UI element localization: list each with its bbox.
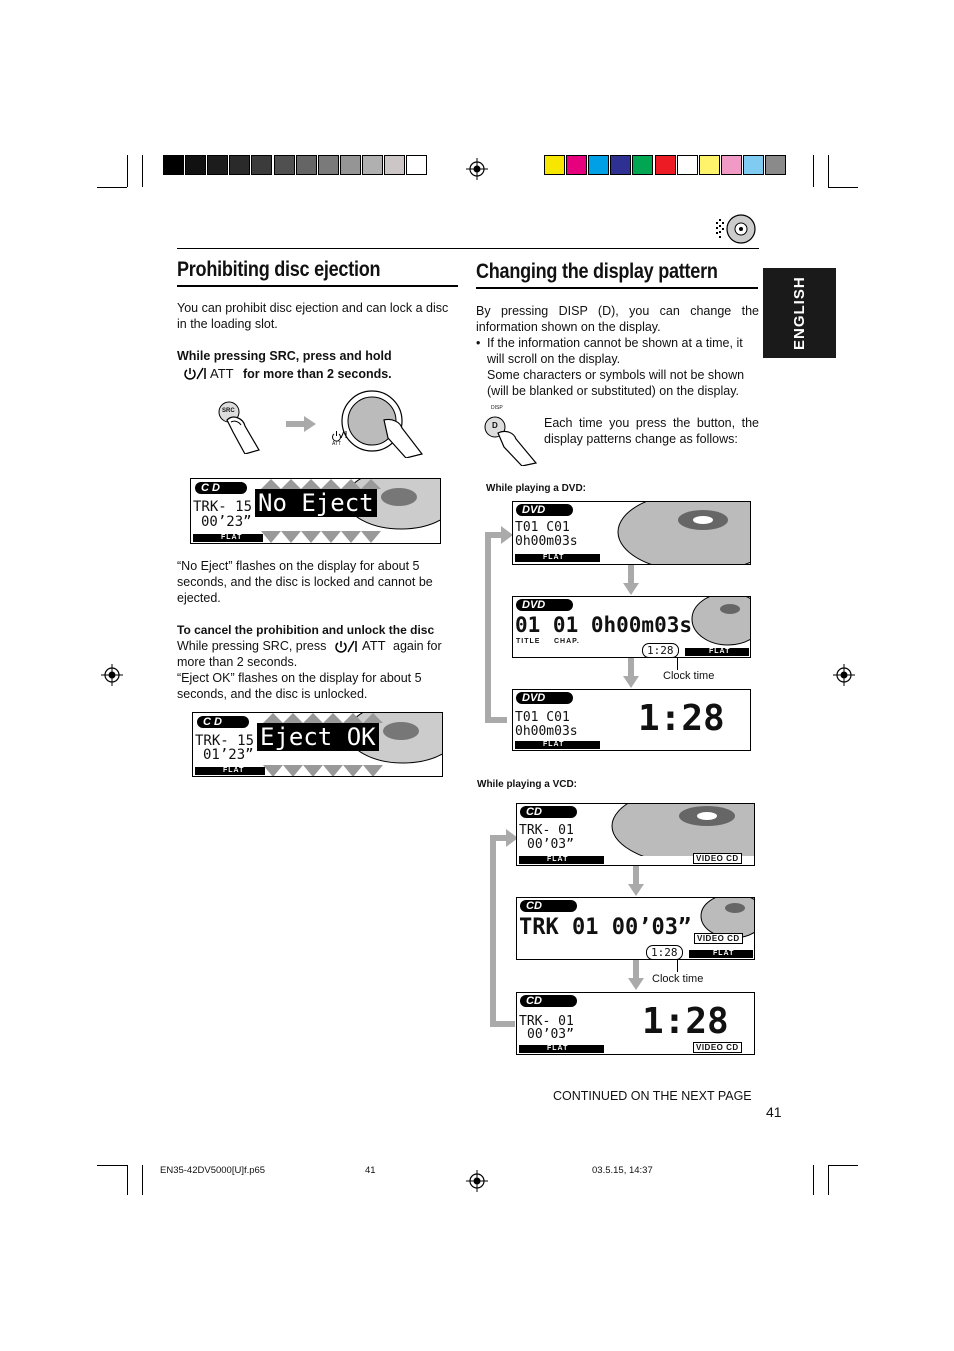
dvd-big-readout: 01 01 0h00m03s: [515, 613, 693, 637]
down-arrow-icon: [628, 866, 644, 896]
dvd-badge: DVD: [516, 599, 573, 611]
eject-ok-display: [192, 712, 443, 777]
dvd-display-1: [512, 501, 751, 565]
vcd-heading: While playing a VCD:: [477, 779, 578, 790]
vcd-return-line-bottom: [490, 1021, 515, 1027]
time-readout: 01’23”: [203, 747, 254, 763]
color-swatch: [207, 155, 228, 175]
vcd-return-line: [490, 835, 496, 1027]
flat-label: FLAT: [713, 950, 735, 957]
color-swatch: [588, 155, 609, 175]
clock-pointer: [677, 960, 678, 972]
color-swatch: [677, 155, 698, 175]
cd-badge: CD: [520, 806, 577, 818]
vcd-time: 00’03”: [527, 1027, 574, 1042]
dvd-badge: DVD: [516, 504, 573, 516]
instruction-att: ATT: [210, 366, 234, 381]
dvd-return-line: [485, 532, 491, 723]
dvd-heading: While playing a DVD:: [486, 483, 587, 494]
dvd-return-arrow-icon: [485, 526, 513, 544]
color-swatch: [362, 155, 383, 175]
arrow-right-icon: [286, 416, 316, 432]
src-finger-press-illustration: [215, 392, 275, 454]
flat-label: FLAT: [709, 648, 731, 655]
vcd-big-readout: TRK 01 00’03”: [519, 915, 692, 940]
color-swatch: [251, 155, 272, 175]
down-arrow-icon: [628, 960, 644, 990]
cancel-line1b: again for: [393, 639, 442, 653]
trk-readout: TRK- 15: [195, 733, 255, 749]
chap-label: CHAP.: [554, 638, 580, 645]
color-swatch: [185, 155, 206, 175]
dvd-line1: T01 C01: [515, 710, 570, 725]
vcd-return-arrow-icon: [490, 829, 518, 847]
dvd-return-line-bottom: [485, 717, 507, 723]
color-swatch: [632, 155, 653, 175]
dvd-line1: T01 C01: [515, 520, 570, 535]
cancel-line4: seconds, and the disc is unlocked.: [177, 687, 368, 701]
color-swatch: [274, 155, 295, 175]
vcd-display-2: [516, 897, 755, 960]
color-swatch: [229, 155, 250, 175]
vcd-display-3: [516, 992, 755, 1055]
src-button: SRC: [222, 408, 235, 414]
cancel-heading: To cancel the prohibition and unlock the disc: [177, 623, 435, 637]
color-swatch: [699, 155, 720, 175]
color-swatch: [163, 155, 184, 175]
color-swatch: [406, 155, 427, 175]
color-swatch: [743, 155, 764, 175]
dvd-line2: 0h00m03s: [515, 534, 578, 549]
att-knob-illustration: [330, 388, 430, 458]
instruction-line1: While pressing SRC, press and hold: [177, 349, 392, 363]
disp-label: DISP: [491, 405, 503, 411]
down-arrow-icon: [623, 658, 639, 688]
clock-time-label-2: Clock time: [652, 973, 704, 985]
dvd-badge: DVD: [516, 692, 573, 704]
color-swatch: [544, 155, 565, 175]
top-rule: [177, 248, 759, 249]
instruction-line2: for more than 2 seconds.: [243, 367, 392, 381]
clock-time-label: Clock time: [663, 670, 715, 682]
clock-big-readout: 1:28: [642, 1001, 729, 1042]
disp-button: D: [492, 421, 498, 430]
color-swatch: [296, 155, 317, 175]
disc-graphic-icon: [688, 597, 750, 647]
dvd-display-2: [512, 596, 751, 658]
att-button-label: ATT: [332, 441, 342, 447]
vcd-time: 00’03”: [527, 837, 574, 852]
flat-label: FLAT: [543, 741, 565, 748]
print-date: 03.5.15, 14:37: [592, 1165, 653, 1176]
vcd-trk: TRK- 01: [519, 823, 574, 838]
color-swatch: [566, 155, 587, 175]
video-cd-indicator: VIDEO CD: [694, 933, 743, 944]
page-number: 41: [766, 1104, 782, 1120]
flat-label: FLAT: [547, 1045, 569, 1052]
cancel-line2: more than 2 seconds.: [177, 655, 298, 669]
cancel-line1a: While pressing SRC, press: [177, 639, 327, 653]
flat-label: FLAT: [223, 767, 245, 774]
power-icon: [183, 367, 207, 381]
no-eject-description: “No Eject” flashes on the display for about 5 seconds, and the disc is locked and cannot be ejected.: [177, 559, 433, 605]
color-swatch: [721, 155, 742, 175]
dvd-display-3: [512, 689, 751, 751]
flat-label: FLAT: [221, 534, 243, 541]
time-readout: 00’23”: [201, 514, 252, 530]
bullet1-text: If the information cannot be shown at a time, it will scroll on the display.: [487, 336, 743, 366]
right-section-heading: Changing the display pattern: [476, 260, 718, 283]
video-cd-indicator: VIDEO CD: [693, 1042, 742, 1053]
trk-readout: TRK- 15: [193, 499, 253, 515]
cd-badge: C D: [195, 482, 247, 494]
no-eject-display: [190, 478, 441, 544]
vcd-display-1: [516, 803, 755, 866]
color-swatch: [318, 155, 339, 175]
registration-mark-right-icon: [833, 664, 855, 686]
cd-badge: CD: [520, 900, 577, 912]
cd-badge: C D: [197, 716, 249, 728]
registration-mark-left-icon: [101, 664, 123, 686]
print-file-page: 41: [365, 1165, 376, 1176]
left-intro: You can prohibit disc ejection and can lock a disc in the loading slot.: [177, 301, 449, 331]
flat-label: FLAT: [547, 856, 569, 863]
disp-finger-press-illustration: [480, 411, 540, 466]
bullet1b-text: Some characters or symbols will not be shown (will be blanked or substituted) on the display.: [487, 368, 745, 398]
print-file-name: EN35-42DV5000[U]f.p65: [160, 1165, 266, 1176]
press-instruction: Each time you press the button, the display patterns change as follows:: [544, 416, 759, 446]
clock-readout: 1:28: [646, 945, 683, 960]
right-intro: By pressing DISP (D), you can change the information shown on the display.: [476, 304, 759, 334]
video-cd-indicator: VIDEO CD: [693, 853, 742, 864]
cancel-line3: “Eject OK” flashes on the display for about 5: [177, 671, 422, 685]
power-icon-2: [334, 640, 358, 654]
no-eject-overlay: No Eject: [255, 489, 377, 517]
title-label: TITLE: [516, 638, 541, 645]
right-heading-rule: [476, 287, 758, 289]
color-swatch: [610, 155, 631, 175]
down-arrow-icon: [623, 565, 639, 595]
disc-icon: [714, 212, 756, 246]
registration-mark-bottom-icon: [466, 1170, 488, 1192]
color-swatch: [765, 155, 786, 175]
cancel-att: ATT: [362, 638, 386, 653]
dvd-line2: 0h00m03s: [515, 724, 578, 739]
clock-big-readout: 1:28: [638, 698, 725, 739]
eject-ok-overlay: Eject OK: [257, 723, 379, 751]
color-swatch: [384, 155, 405, 175]
color-swatch: [340, 155, 361, 175]
continued-note: CONTINUED ON THE NEXT PAGE: [553, 1089, 752, 1103]
color-swatch: [655, 155, 676, 175]
vcd-trk: TRK- 01: [519, 1014, 574, 1029]
flat-label: FLAT: [543, 554, 565, 561]
cd-badge: CD: [520, 995, 577, 1007]
left-section-heading: Prohibiting disc ejection: [177, 258, 381, 281]
disc-graphic-icon: [592, 804, 754, 856]
language-tab-label: ENGLISH: [791, 276, 808, 350]
disc-graphic-icon: [608, 502, 750, 564]
clock-pointer: [677, 658, 678, 670]
left-heading-rule: [177, 285, 458, 287]
clock-readout: 1:28: [642, 643, 679, 658]
registration-mark-top-icon: [466, 158, 488, 180]
bullet-dot: •: [476, 336, 481, 350]
